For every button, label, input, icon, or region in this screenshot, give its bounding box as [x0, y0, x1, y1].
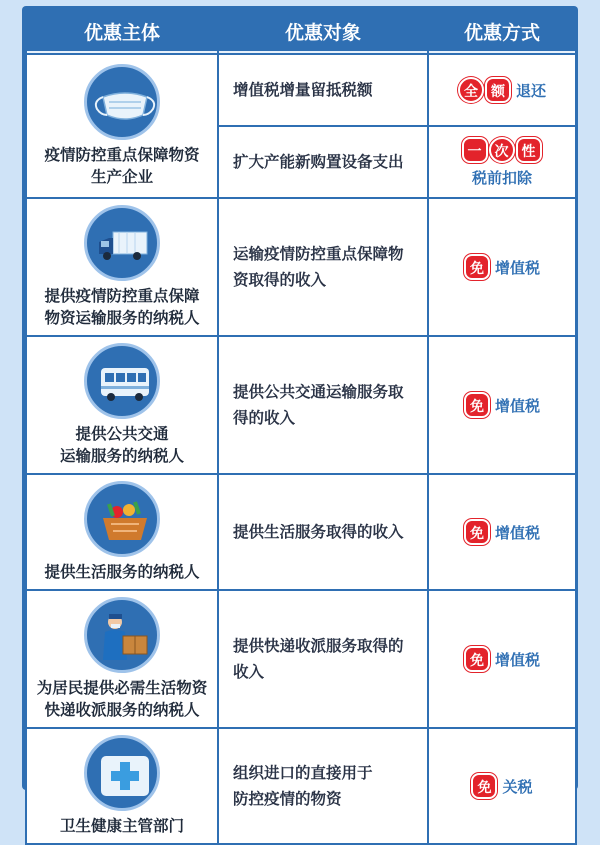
face-mask-icon	[84, 64, 160, 140]
method-badge: 免	[464, 646, 490, 672]
method-badge: 免	[464, 519, 490, 545]
policy-table-frame	[22, 6, 578, 835]
subject-label	[31, 561, 213, 583]
method-cell	[429, 199, 575, 335]
table-row	[27, 729, 575, 843]
method-text: 关税	[502, 777, 533, 796]
header-subject: 优惠主体	[27, 11, 217, 53]
courier-icon	[84, 597, 160, 673]
subject-line: 提供生活服务的纳税人	[44, 563, 200, 581]
object-line: 组织进口的直接用于	[233, 764, 373, 782]
method-badge: 全	[458, 77, 484, 103]
object-cell	[219, 475, 427, 589]
medical-cross-icon	[84, 735, 160, 811]
subject-line: 为居民提供必需生活物资	[36, 679, 208, 697]
object-cell: 扩大产能新购置设备支出	[219, 127, 427, 197]
table-row	[27, 337, 575, 473]
object-cell: 增值税增量留抵税额	[219, 55, 427, 125]
method-text: 增值税	[494, 258, 540, 277]
object-cell	[219, 337, 427, 473]
subject-line: 物资运输服务的纳税人	[44, 309, 200, 327]
method-text: 增值税	[494, 523, 540, 542]
subject-cell	[27, 55, 217, 197]
table-row	[27, 199, 575, 335]
method-text: 增值税	[494, 650, 540, 669]
object-line: 得的收入	[233, 409, 296, 427]
truck-icon	[84, 205, 160, 281]
object-line: 提供快递收派服务取得的	[233, 637, 404, 655]
subject-line: 提供公共交通	[75, 425, 169, 443]
table-row	[27, 591, 575, 727]
object-line: 收入	[233, 663, 265, 681]
method-cell	[429, 127, 575, 197]
subject-label	[31, 144, 213, 188]
method-cell	[429, 337, 575, 473]
subject-cell	[27, 199, 217, 335]
method-text: 增值税	[494, 396, 540, 415]
subject-label	[31, 285, 213, 329]
object-cell	[219, 199, 427, 335]
bus-icon	[84, 343, 160, 419]
subject-line: 运输服务的纳税人	[59, 447, 184, 465]
object-line: 提供公共交通运输服务取	[233, 383, 404, 401]
header-object: 优惠对象	[219, 11, 427, 53]
method-cell	[429, 591, 575, 727]
header-method: 优惠方式	[429, 11, 575, 53]
object-line: 防控疫情的物资	[233, 790, 342, 808]
object-line: 提供生活服务取得的收入	[233, 523, 404, 541]
method-badge: 免	[464, 254, 490, 280]
method-badge: 额	[485, 77, 511, 103]
subject-label	[31, 423, 213, 467]
subject-line: 疫情防控重点保障物资	[44, 146, 200, 164]
grocery-basket-icon	[84, 481, 160, 557]
subject-cell	[27, 475, 217, 589]
subject-line: 提供疫情防控重点保障	[44, 287, 200, 305]
object-cell	[219, 729, 427, 843]
subject-cell	[27, 729, 217, 843]
subject-label	[31, 815, 213, 837]
method-cell	[429, 475, 575, 589]
method-cell	[429, 729, 575, 843]
table-row	[27, 55, 575, 125]
table-header-row	[27, 11, 575, 53]
subject-line: 生产企业	[90, 168, 153, 186]
subject-line: 卫生健康主管部门	[59, 817, 184, 835]
tax-relief-table	[25, 9, 577, 845]
subject-label	[31, 677, 213, 721]
method-text: 税前扣除	[471, 168, 532, 187]
method-badge: 免	[464, 392, 490, 418]
subject-line: 快递收派服务的纳税人	[44, 701, 200, 719]
method-badge: 免	[471, 773, 497, 799]
subject-cell	[27, 591, 217, 727]
method-badge: 一	[462, 137, 488, 163]
object-line: 运输疫情防控重点保障物	[233, 245, 404, 263]
table-row	[27, 475, 575, 589]
object-line: 资取得的收入	[233, 271, 327, 289]
method-text: 退还	[515, 81, 546, 100]
object-cell	[219, 591, 427, 727]
method-badge: 次	[489, 137, 515, 163]
subject-cell	[27, 337, 217, 473]
method-badge: 性	[516, 137, 542, 163]
method-cell	[429, 55, 575, 125]
